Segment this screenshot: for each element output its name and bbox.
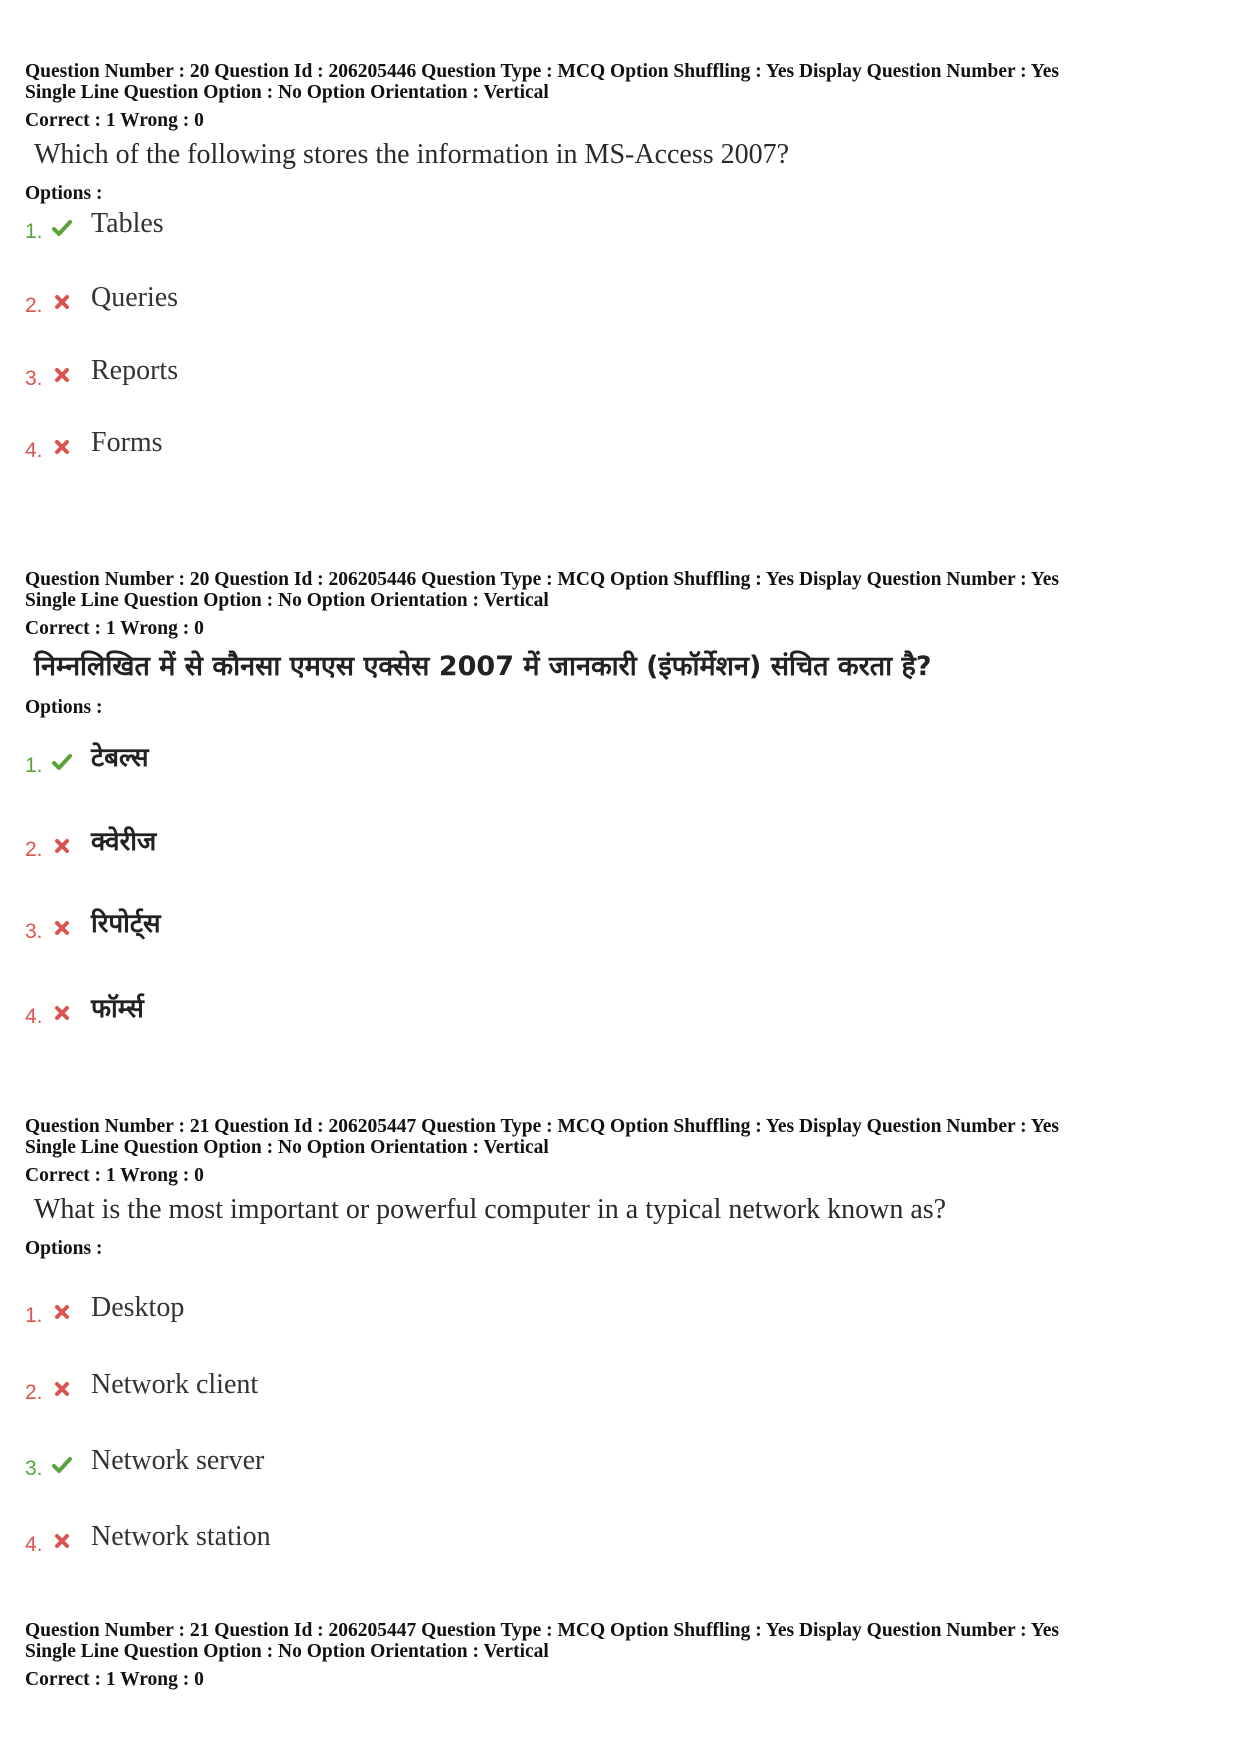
- question-meta-line: Question Number : 20 Question Id : 206205446 Question Type : MCQ Option Shuffling : Yes Display Question Number : Yes: [25, 61, 1059, 82]
- options-list: [25, 1290, 1225, 1556]
- option-number: 4.: [25, 1533, 43, 1556]
- question-meta-line: Single Line Question Option : No Option Orientation : Vertical: [25, 1641, 549, 1662]
- option-number: 1.: [25, 1304, 43, 1327]
- cross-icon: [52, 1302, 72, 1322]
- option-item: [25, 1519, 925, 1559]
- question-block: [25, 1620, 1225, 1690]
- option-text: Network station: [91, 1521, 271, 1552]
- marking-scheme: Correct : 1 Wrong : 0: [25, 618, 204, 639]
- option-text: Tables: [91, 208, 164, 239]
- option-number: 3.: [25, 367, 43, 390]
- question-meta-line: Question Number : 21 Question Id : 206205447 Question Type : MCQ Option Shuffling : Yes Display Question Number : Yes: [25, 1116, 1059, 1137]
- option-item: [25, 824, 925, 864]
- options-label: Options :: [25, 1238, 103, 1259]
- option-number: 4.: [25, 439, 43, 462]
- option-item: [25, 425, 925, 465]
- option-text: Reports: [91, 355, 179, 386]
- option-item: [25, 991, 925, 1031]
- check-icon: [52, 218, 72, 238]
- cross-icon: [52, 836, 72, 856]
- option-item: [25, 206, 925, 246]
- cross-icon: [52, 918, 72, 938]
- option-item: [25, 1443, 925, 1483]
- option-number: 3.: [25, 920, 43, 943]
- option-item: [25, 353, 925, 393]
- question-text: निम्नलिखित में से कौनसा एमएस एक्सेस 2007 में जानकारी (इंफॉर्मेशन) संचित करता है?: [34, 651, 932, 682]
- option-number: 4.: [25, 1005, 43, 1028]
- option-item: [25, 906, 925, 946]
- cross-icon: [52, 1379, 72, 1399]
- options-list: [25, 740, 1225, 1060]
- marking-scheme: Correct : 1 Wrong : 0: [25, 1669, 204, 1690]
- cross-icon: [52, 1531, 72, 1551]
- option-item: [25, 740, 925, 780]
- option-number: 1.: [25, 754, 43, 777]
- option-item: [25, 1367, 925, 1407]
- option-text: Forms: [91, 427, 163, 458]
- question-block: [25, 61, 1225, 205]
- question-meta-line: Single Line Question Option : No Option Orientation : Vertical: [25, 590, 549, 611]
- options-list: [25, 206, 1225, 462]
- question-meta-line: Single Line Question Option : No Option Orientation : Vertical: [25, 1137, 549, 1158]
- option-text: Network client: [91, 1369, 259, 1400]
- option-text: Desktop: [91, 1292, 185, 1323]
- option-text: रिपोर्ट्स: [91, 909, 161, 939]
- marking-scheme: Correct : 1 Wrong : 0: [25, 110, 204, 131]
- cross-icon: [52, 1003, 72, 1023]
- cross-icon: [52, 437, 72, 457]
- question-text: What is the most important or powerful computer in a typical network known as?: [34, 1194, 947, 1225]
- question-block: [25, 569, 1225, 719]
- option-text: Network server: [91, 1445, 265, 1476]
- option-number: 2.: [25, 838, 43, 861]
- options-label: Options :: [25, 697, 103, 718]
- check-icon: [52, 1455, 72, 1475]
- option-item: [25, 1290, 925, 1330]
- question-meta-line: Question Number : 20 Question Id : 206205446 Question Type : MCQ Option Shuffling : Yes Display Question Number : Yes: [25, 569, 1059, 590]
- option-text: फॉर्म्स: [91, 994, 144, 1024]
- check-icon: [52, 752, 72, 772]
- option-number: 1.: [25, 220, 43, 243]
- options-label: Options :: [25, 183, 103, 204]
- option-item: [25, 280, 925, 320]
- option-number: 2.: [25, 1381, 43, 1404]
- question-meta-line: Question Number : 21 Question Id : 206205447 Question Type : MCQ Option Shuffling : Yes Display Question Number : Yes: [25, 1620, 1059, 1641]
- option-text: क्वेरीज: [91, 827, 157, 857]
- cross-icon: [52, 365, 72, 385]
- marking-scheme: Correct : 1 Wrong : 0: [25, 1165, 204, 1186]
- question-block: [25, 1116, 1225, 1260]
- option-number: 2.: [25, 294, 43, 317]
- option-text: Queries: [91, 282, 179, 313]
- question-meta-line: Single Line Question Option : No Option Orientation : Vertical: [25, 82, 549, 103]
- option-text: टेबल्स: [91, 743, 149, 773]
- cross-icon: [52, 292, 72, 312]
- option-number: 3.: [25, 1457, 43, 1480]
- question-text: Which of the following stores the information in MS-Access 2007?: [34, 139, 790, 170]
